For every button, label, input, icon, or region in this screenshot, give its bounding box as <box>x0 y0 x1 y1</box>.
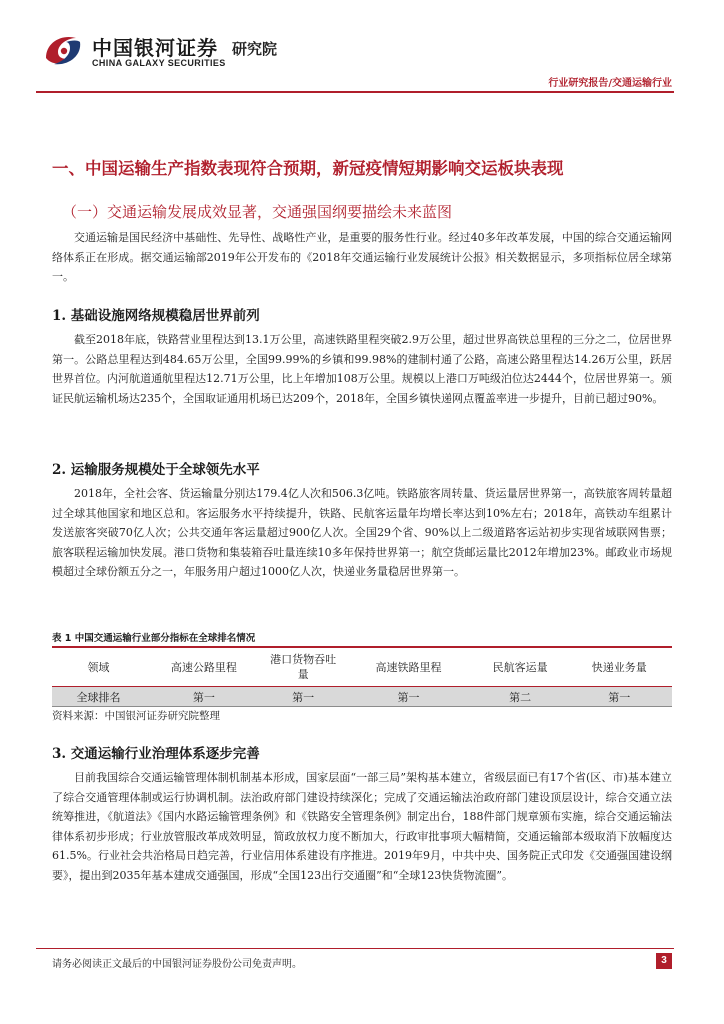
page-number: 3 <box>656 953 672 969</box>
col-header: 港口货物吞吐量 <box>263 647 344 687</box>
row-label: 全球排名 <box>52 687 145 707</box>
galaxy-logo-icon <box>40 30 86 70</box>
table-source: 资料来源：中国银河证券研究院整理 <box>52 710 220 722</box>
part3-paragraph: 目前我国综合交通运输管理体制机制基本形成，国家层面“一部三局”架构基本建立，省级层面已有17个省(区、市)基本建立了综合交通管理体制或运行协调机制。法治政府部门建设持续深化；完成了交通运输法治政府部门建设顶层设计，综合交通立法统筹推进，《航道法》《国内水路运输管理条例》和《铁路安全管理条例》制定出台，188件部门规章颁布实施，综合交通运输法律体系初步形成；行业放管服改革成效明显，简政放权力度不断加大，行政审批事项大幅精简，交通运输部本级取消下放幅度达61.5%。行业社会共治格局日趋完善，行业信用体系建设有序推进。2019年9月，中共中央、国务院正式印发《交通强国建设纲要》，提出到2035年基本建成交通强国，形成“全国123出行交通圈”和“全球123快货物流圈”。 <box>52 771 672 882</box>
rank-cell: 第一 <box>567 687 672 707</box>
header-divider <box>36 91 674 93</box>
rank-cell: 第一 <box>263 687 344 707</box>
part1-heading: 1. 基础设施网络规模稳居世界前列 <box>52 308 260 324</box>
table-caption: 表 1 中国交通运输行业部分指标在全球排名情况 <box>52 633 256 644</box>
intro-paragraph: 交通运输是国民经济中基础性、先导性、战略性产业，是重要的服务性行业。经过40多年改革发展，中国的综合交通运输网络体系正在形成。据交通运输部2019年公开发布的《2018年交通运输行业发展统计公报》相关数据显示，多项指标位居全球第一。 <box>52 231 672 283</box>
col-header: 民航客运量 <box>474 647 567 687</box>
brand-name-en: CHINA GALAXY SECURITIES <box>92 58 226 68</box>
section-title: 一、中国运输生产指数表现符合预期，新冠疫情短期影响交运板块表现 <box>52 159 564 178</box>
part2-heading: 2. 运输服务规模处于全球领先水平 <box>52 462 260 478</box>
page-header <box>0 0 724 100</box>
part3-heading: 3. 交通运输行业治理体系逐步完善 <box>52 746 260 762</box>
rank-cell: 第一 <box>343 687 473 707</box>
part2-paragraph: 2018年，全社会客、货运输量分别达179.4亿人次和506.3亿吨。铁路旅客周转量、货运量居世界第一，高铁旅客周转量超过全球其他国家和地区总和。客运服务水平持续提升，铁路、民航客运量年均增长率达到10%左右；2018年，高铁动车组累计发送旅客突破70亿人次；公共交通年客运量超过900亿人次。全国29个省、90%以上二级道路客运站初步实现省域联网售票；旅客联程运输加快发展。港口货物和集装箱吞吐量连续10多年保持世界第一；航空货邮运量比2012年增加23%。邮政业市场规模超过全球份额五分之一，年服务用户超过1000亿人次，快递业务量稳居世界第一。 <box>52 487 672 578</box>
ranking-table <box>52 646 672 707</box>
rank-cell: 第二 <box>474 687 567 707</box>
footer-divider <box>36 948 674 949</box>
col-header: 领域 <box>52 647 145 687</box>
part1-paragraph: 截至2018年底，铁路营业里程达到13.1万公里，高速铁路里程突破2.9万公里，超过世界高铁总里程的三分之二，位居世界第一。公路总里程达到484.65万公里，全国99.99%的乡镇和99.98%的建制村通了公路，高速公路里程达14.26万公里，跃居世界首位。内河航道通航里程达12.71万公里，比上年增加108万公里。规模以上港口万吨级泊位达2444个，位居世界第一。颁证民航运输机场达235个，全国取证通用机场已达209个，2018年，全国乡镇快递网点覆盖率进一步提升，目前已超过90%。 <box>52 333 672 405</box>
subsection-title: （一）交通运输发展成效显著，交通强国纲要描绘未来蓝图 <box>62 203 453 221</box>
disclaimer-text: 请务必阅读正文最后的中国银河证券股份公司免责声明。 <box>52 959 302 970</box>
table-header-row <box>52 647 672 687</box>
report-category: 行业研究报告/交通运输行业 <box>548 78 672 89</box>
institute-label: 研究院 <box>232 40 278 58</box>
col-header: 高速铁路里程 <box>343 647 473 687</box>
rank-cell: 第一 <box>145 687 263 707</box>
table-row <box>52 687 672 707</box>
col-header: 高速公路里程 <box>145 647 263 687</box>
brand-name-cn: 中国银河证券 <box>92 36 218 60</box>
col-header: 快递业务量 <box>567 647 672 687</box>
